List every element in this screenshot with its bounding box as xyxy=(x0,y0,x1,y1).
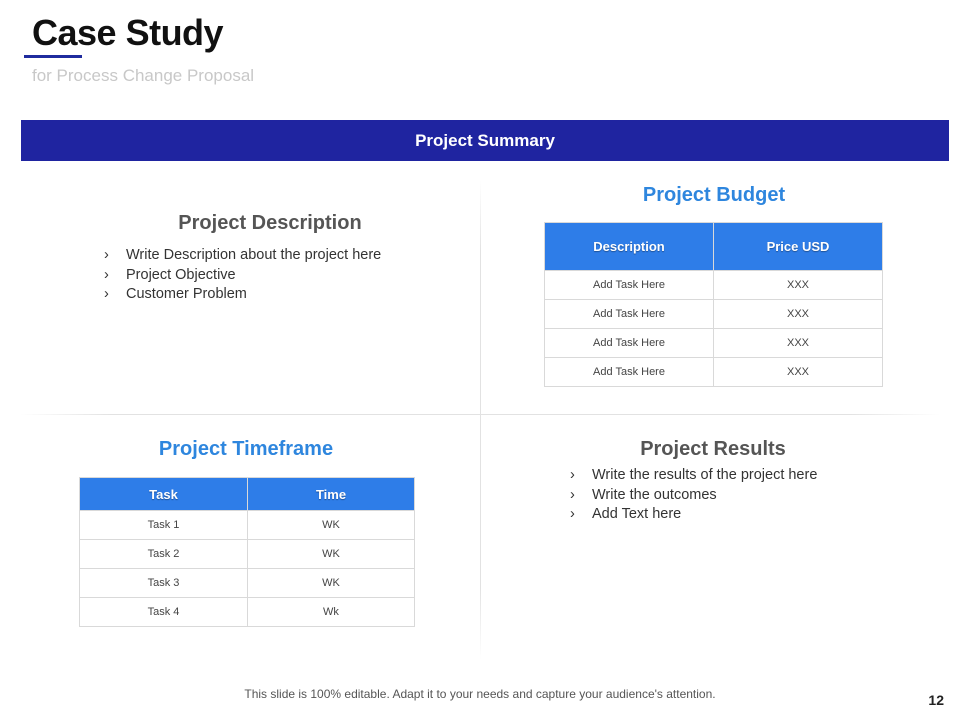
timeframe-cell: Task 1 xyxy=(80,511,248,540)
table-row xyxy=(80,540,415,569)
footer-note: This slide is 100% editable. Adapt it to your needs and capture your audience's attention. xyxy=(244,687,716,701)
bullet-chevron-icon: › xyxy=(104,266,109,283)
bullet-chevron-icon: › xyxy=(104,286,109,302)
slide-subtitle: for Process Change Proposal xyxy=(32,66,255,85)
project-description-heading: Project Description xyxy=(178,212,362,234)
bullet-chevron-icon: › xyxy=(570,486,575,503)
page-number: 12 xyxy=(928,692,944,708)
project-results-heading: Project Results xyxy=(640,438,786,460)
budget-column-header: Price USD xyxy=(714,223,883,271)
budget-cell: Add Task Here xyxy=(545,329,714,358)
project-summary-label: Project Summary xyxy=(415,130,555,150)
list-item: › Customer Problem xyxy=(104,285,464,305)
slide-title: Case Study xyxy=(32,12,224,53)
bullet-chevron-icon: › xyxy=(104,247,109,263)
budget-cell: XXX xyxy=(714,271,883,300)
project-description-list xyxy=(104,246,464,305)
budget-cell: XXX xyxy=(714,300,883,329)
table-row xyxy=(545,300,883,329)
bullet-chevron-icon: › xyxy=(570,506,575,522)
project-summary-bar xyxy=(21,120,949,161)
budget-cell: XXX xyxy=(714,329,883,358)
vertical-divider xyxy=(480,180,481,660)
budget-cell: XXX xyxy=(714,358,883,387)
timeframe-cell: WK xyxy=(248,540,415,569)
project-results-list xyxy=(570,466,930,525)
timeframe-cell: Task 3 xyxy=(80,569,248,598)
project-timeframe-heading: Project Timeframe xyxy=(158,438,334,460)
project-budget-table xyxy=(544,222,883,387)
list-item: › Write the outcomes xyxy=(570,486,930,506)
table-row xyxy=(80,598,415,627)
bullet-chevron-icon: › xyxy=(570,467,575,483)
list-item: › Project Objective xyxy=(104,266,464,286)
project-timeframe-table xyxy=(79,477,415,627)
timeframe-cell: Wk xyxy=(248,598,415,627)
timeframe-cell: WK xyxy=(248,569,415,598)
timeframe-column-header: Time xyxy=(248,478,415,511)
table-row xyxy=(545,271,883,300)
list-item: › Add Text here xyxy=(570,505,930,525)
horizontal-divider xyxy=(20,414,940,415)
budget-cell: Add Task Here xyxy=(545,358,714,387)
timeframe-cell: Task 2 xyxy=(80,540,248,569)
timeframe-cell: WK xyxy=(248,511,415,540)
table-row xyxy=(545,358,883,387)
list-item: › Write Description about the project here xyxy=(104,246,464,266)
table-row xyxy=(80,569,415,598)
budget-cell: Add Task Here xyxy=(545,300,714,329)
title-underline xyxy=(24,55,82,58)
budget-cell: Add Task Here xyxy=(545,271,714,300)
budget-column-header: Description xyxy=(545,223,714,271)
list-item: › Write the results of the project here xyxy=(570,466,930,486)
timeframe-cell: Task 4 xyxy=(80,598,248,627)
table-row xyxy=(545,329,883,358)
timeframe-column-header: Task xyxy=(80,478,248,511)
project-budget-heading: Project Budget xyxy=(642,184,786,206)
table-row xyxy=(80,511,415,540)
